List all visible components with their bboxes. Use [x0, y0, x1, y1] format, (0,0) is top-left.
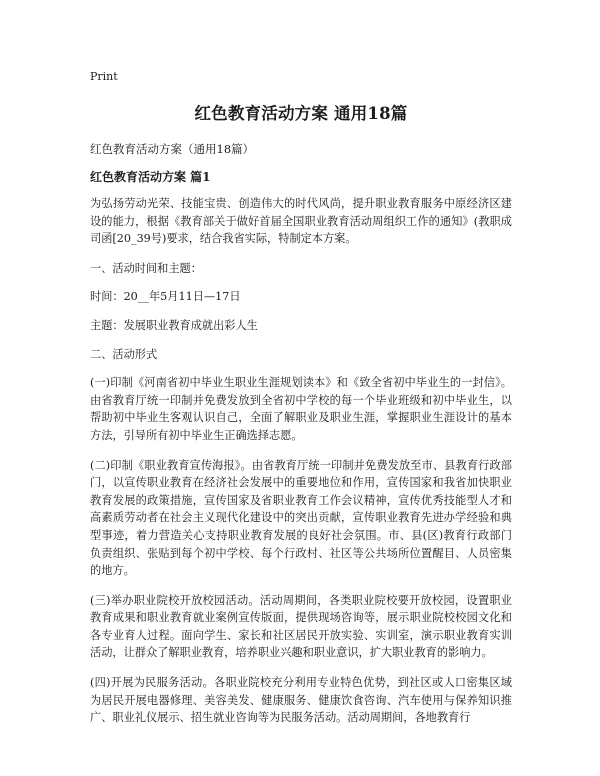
- activity-theme: 主题：发展职业教育成就出彩人生: [90, 318, 258, 332]
- paragraph-item-3: (三)举办职业院校开放校园活动。活动周期间，各类职业院校要开放校园，设置职业教育成果和职业教育就业案例宣传版面，提供现场咨询等，展示职业院校校园文化和各专业育人过程。面向学生、家长和社区居民开放实验、实训室，演示职业教育实训活动，让群众了解职业教育，培养职业兴趣和职业意识，扩大职业教育的影响力。: [90, 593, 512, 660]
- document-title: 红色教育活动方案 通用18篇: [194, 104, 408, 123]
- paragraph-item-1: (一)印制《河南省初中毕业生职业生涯规划读本》和《致全省初中毕业生的一封信》。由省教育厅统一印制并免费发放到全省初中学校的每一个毕业班级和初中毕业生，以帮助初中毕业生客观认识自己，全面了解职业及职业生涯，掌握职业生涯设计的基本方法，引导所有初中毕业生正确选择志愿。: [90, 376, 512, 442]
- intro-paragraph: 为弘扬劳动光荣、技能宝贵、创造伟大的时代风尚，提升职业教育服务中原经济区建设的能力，根据《教育部关于做好首届全国职业教育活动周组织工作的通知》(教职成司函[20_39号)要求，结合我省实际，特制定本方案。: [90, 197, 512, 246]
- section-heading: 红色教育活动方案 篇1: [90, 170, 211, 184]
- print-label[interactable]: Print: [90, 70, 118, 83]
- heading-activity-form: 二、活动形式: [90, 347, 158, 361]
- document-subtitle: 红色教育活动方案（通用18篇）: [90, 142, 255, 156]
- paragraph-item-2: (二)印制《职业教育宣传海报》。由省教育厅统一印制并免费发放至市、县教育行政部门，以宣传职业教育在经济社会发展中的重要地位和作用，宣传国家和我省加快职业教育发展的政策措施，宣传国家及省职业教育工作会议精神，宣传优秀技能型人才和高素质劳动者在社会主义现代化建设中的突出贡献，宣传职业教育先进办学经验和典型事迹，着力营造关心支持职业教育发展的良好社会氛围。市、县(区)教育行政部门负责组织、张贴到每个初中学校、每个行政村、社区等公共场所位置醒目、人员密集的地方。: [90, 458, 512, 578]
- heading-activity-time-theme: 一、活动时间和主题：: [90, 261, 202, 275]
- paragraph-item-4: (四)开展为民服务活动。各职业院校充分利用专业特色优势，到社区或人口密集区域为居民开展电器修理、美容美发、健康服务、健康饮食咨询、汽车使用与保养知识推广、职业礼仪展示、招生就业咨询等为民服务活动。活动周期间，各地教育行: [90, 676, 512, 725]
- activity-time: 时间：20__年5月11日—17日: [90, 290, 241, 304]
